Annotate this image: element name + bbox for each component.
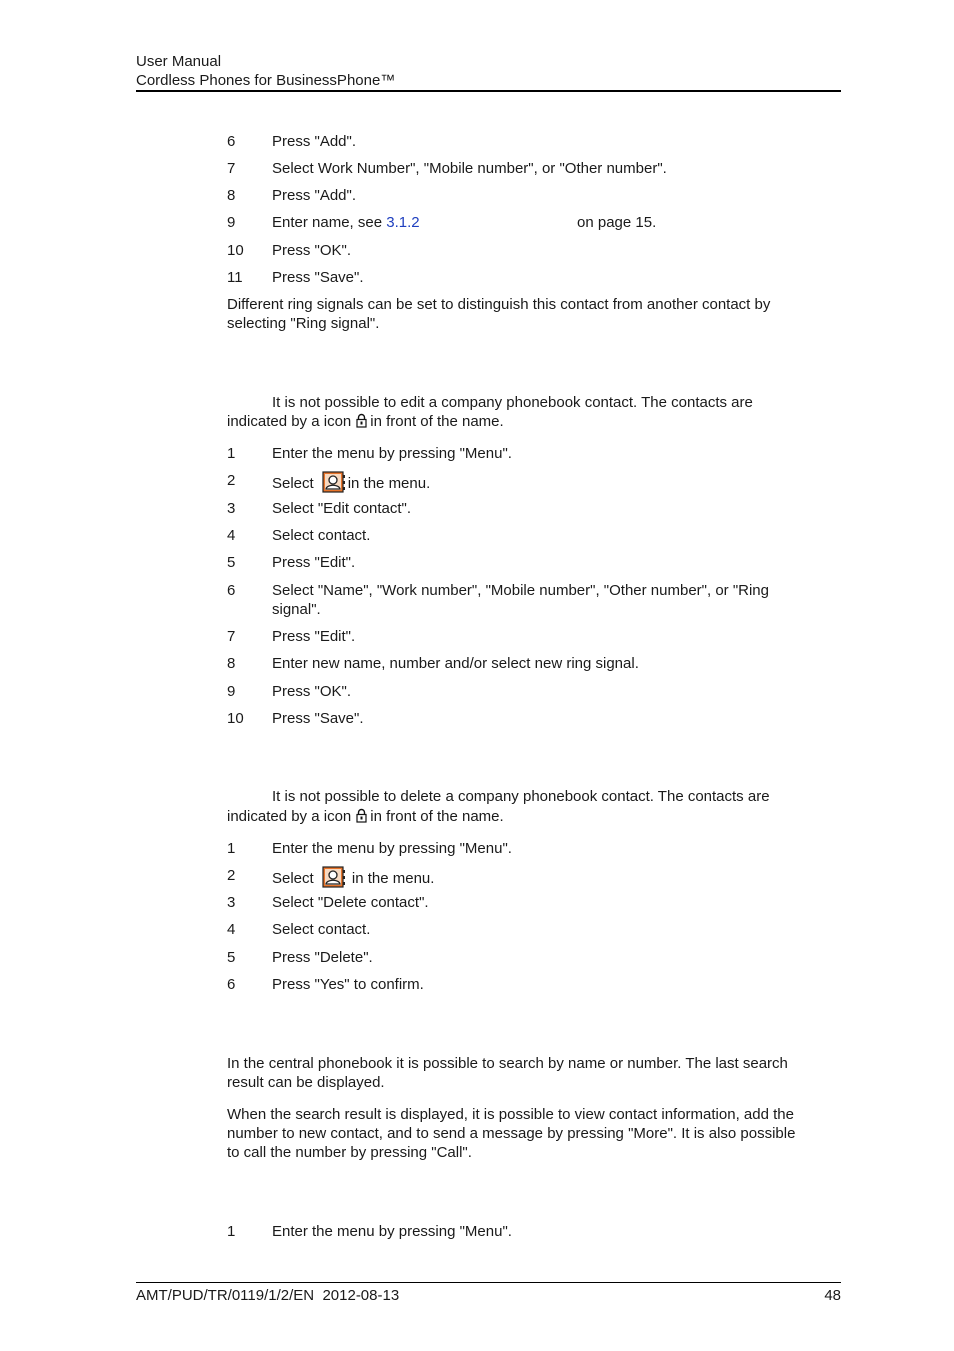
step-text: Press "Add". <box>272 187 357 204</box>
step-number: 4 <box>227 527 236 544</box>
step-number: 1 <box>227 445 236 462</box>
paragraph-line: Different ring signals can be set to distinguish this contact from another contact by <box>227 296 771 313</box>
step-number: 5 <box>227 949 236 966</box>
step-number: 1 <box>227 840 236 857</box>
note-text: indicated by a icon <box>227 413 352 430</box>
step-text <box>272 471 832 493</box>
step-text: Enter the menu by pressing "Menu". <box>272 445 512 462</box>
step-text: Press "Add". <box>272 133 357 150</box>
paragraph-line: It is not possible to edit a company phonebook contact. The contacts are <box>272 394 753 411</box>
lock-icon <box>356 413 367 428</box>
step-text-line: signal". <box>272 601 321 618</box>
step-number: 6 <box>227 976 236 993</box>
step-number: 1 <box>227 1223 236 1240</box>
step-number: 2 <box>227 867 236 884</box>
header-subtitle: Cordless Phones for BusinessPhone™ <box>136 72 396 89</box>
step-text: Press "OK". <box>272 683 351 700</box>
step-text: Press "Save". <box>272 710 364 727</box>
step-number: 5 <box>227 554 236 571</box>
step-text: Enter the menu by pressing "Menu". <box>272 840 512 857</box>
step-text-line: Select "Name", "Work number", "Mobile number", "Other number", or "Ring <box>272 582 769 599</box>
note-text: in front of the name. <box>370 413 504 430</box>
paragraph-line: It is not possible to delete a company phonebook contact. The contacts are <box>272 788 770 805</box>
step-text: Press "OK". <box>272 242 351 259</box>
ring-signal-note <box>227 295 839 333</box>
central-phonebook-intro <box>227 1054 839 1092</box>
paragraph-line: selecting "Ring signal". <box>227 315 380 332</box>
step-text-suffix: in the menu. <box>351 870 435 887</box>
step-text: Select "Edit contact". <box>272 500 412 517</box>
step-number: 9 <box>227 683 236 700</box>
step-text: Press "Edit". <box>272 554 356 571</box>
step-text: Select Work Number", "Mobile number", or "Other number". <box>272 160 667 177</box>
paragraph-line: result can be displayed. <box>227 1074 385 1091</box>
step-number: 2 <box>227 472 236 489</box>
step-number: 7 <box>227 628 236 645</box>
step-text-suffix: on page 15. <box>577 214 657 231</box>
step-text: Press "Edit". <box>272 628 356 645</box>
step-text-prefix: Select <box>272 870 314 887</box>
paragraph-line: When the search result is displayed, it is possible to view contact information, add the <box>227 1106 794 1123</box>
section-link[interactable]: 3.1.2 <box>386 214 420 231</box>
step-text: Press "Yes" to confirm. <box>272 976 424 993</box>
step-text: Select contact. <box>272 921 371 938</box>
paragraph-line <box>227 807 839 826</box>
note-text: in front of the name. <box>370 808 504 825</box>
step-number: 8 <box>227 187 236 204</box>
note-text: indicated by a icon <box>227 808 352 825</box>
step-number: 8 <box>227 655 236 672</box>
step-number: 7 <box>227 160 236 177</box>
step-number: 6 <box>227 582 236 599</box>
contacts-icon <box>322 471 346 493</box>
step-text <box>272 213 832 232</box>
step-number: 10 <box>227 710 244 727</box>
step-number: 6 <box>227 133 236 150</box>
step-number: 3 <box>227 500 236 517</box>
step-text-prefix: Select <box>272 475 314 492</box>
paragraph-line <box>227 412 839 431</box>
step-text: Press "Save". <box>272 269 364 286</box>
footer-doc-id: AMT/PUD/TR/0119/1/2/EN 2012-08-13 <box>136 1287 400 1304</box>
header-title: User Manual <box>136 53 222 70</box>
step-number: 4 <box>227 921 236 938</box>
step-text: Press "Delete". <box>272 949 373 966</box>
step-text: Select contact. <box>272 527 371 544</box>
step-text <box>272 866 832 888</box>
step-text: Select "Delete contact". <box>272 894 429 911</box>
step-text-suffix: in the menu. <box>347 475 431 492</box>
paragraph-line: number to new contact, and to send a message by pressing "More". It is also possible <box>227 1125 796 1142</box>
step-text <box>272 581 832 619</box>
step-text-prefix: Enter name, see <box>272 214 387 231</box>
step-number: 9 <box>227 214 236 231</box>
step-number: 11 <box>227 269 243 286</box>
step-text: Enter new name, number and/or select new ring signal. <box>272 655 639 672</box>
header-divider <box>136 90 841 92</box>
step-number: 10 <box>227 242 244 259</box>
step-text: Enter the menu by pressing "Menu". <box>272 1223 512 1240</box>
lock-icon <box>356 808 367 823</box>
step-number: 3 <box>227 894 236 911</box>
page-number: 48 <box>824 1287 841 1304</box>
footer-divider <box>136 1282 841 1283</box>
delete-note <box>227 787 839 826</box>
paragraph-line: to call the number by pressing "Call". <box>227 1144 472 1161</box>
paragraph-line: In the central phonebook it is possible to search by name or number. The last search <box>227 1055 788 1072</box>
contacts-icon <box>322 866 346 888</box>
edit-note <box>227 393 839 431</box>
central-phonebook-details <box>227 1105 839 1162</box>
